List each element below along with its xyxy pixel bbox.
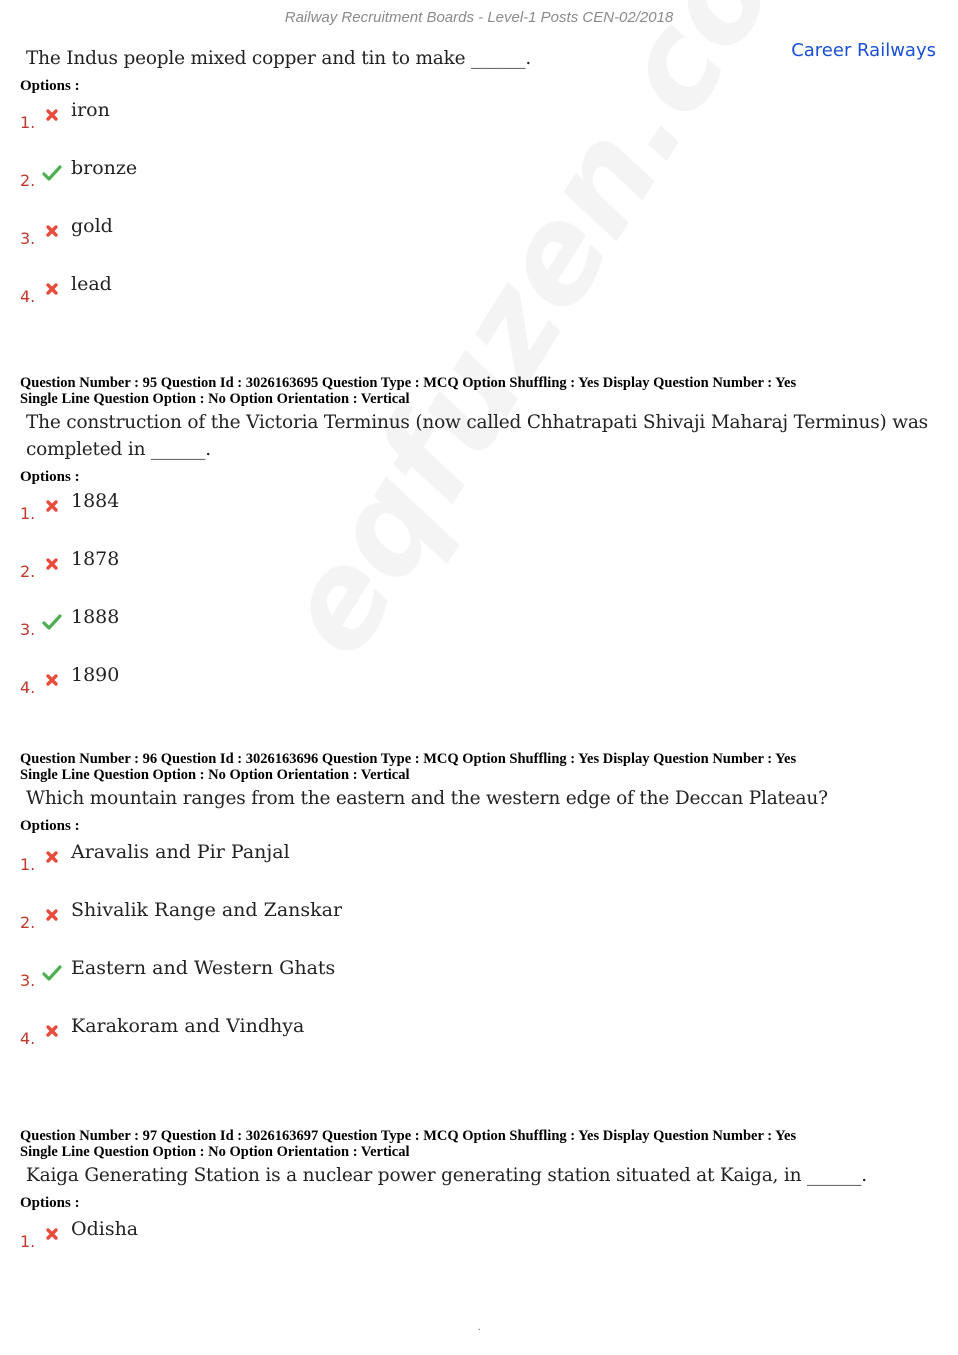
options-label: Options : (20, 1195, 80, 1211)
question-meta-line2: Single Line Question Option : No Option Orientation : Vertical (20, 391, 410, 407)
check-icon (42, 163, 62, 183)
check-icon (42, 963, 62, 983)
option-text: Aravalis and Pir Panjal (71, 841, 290, 863)
option-number: 4. (20, 678, 36, 697)
option-number: 2. (20, 913, 36, 932)
option-item (20, 1015, 940, 1077)
option-text: Eastern and Western Ghats (71, 957, 336, 979)
option-text: 1878 (71, 548, 120, 570)
options-label: Options : (20, 78, 80, 94)
page-footer: . (478, 1322, 481, 1333)
option-text: 1888 (71, 606, 120, 628)
question-text: Kaiga Generating Station is a nuclear power generating station situated at Kaiga, in ______. (26, 1165, 867, 1186)
cross-icon (42, 105, 62, 125)
cross-icon (42, 554, 62, 574)
option-text: Odisha (71, 1218, 139, 1240)
question-meta-line2: Single Line Question Option : No Option Orientation : Vertical (20, 767, 410, 783)
option-item (20, 548, 940, 610)
option-item (20, 490, 940, 552)
question-text: The construction of the Victoria Terminus (now called Chhatrapati Shivaji Maharaj Terminus) was completed in ______. (26, 412, 928, 460)
question-meta-line1: Question Number : 95 Question Id : 3026163695 Question Type : MCQ Option Shuffling : Yes Display Question Number : Yes (20, 375, 797, 391)
option-item (20, 957, 940, 1019)
options-label: Options : (20, 469, 80, 485)
option-item (20, 664, 940, 726)
option-item (20, 841, 940, 903)
option-text: 1890 (71, 664, 120, 686)
brand-label: Career Railways (791, 40, 936, 61)
option-item (20, 215, 940, 277)
cross-icon (42, 1224, 62, 1244)
option-text: Shivalik Range and Zanskar (71, 899, 343, 921)
check-icon (42, 612, 62, 632)
option-item (20, 273, 940, 335)
option-item (20, 606, 940, 668)
question-meta-line2: Single Line Question Option : No Option Orientation : Vertical (20, 1144, 410, 1160)
option-number: 3. (20, 971, 36, 990)
question-text: Which mountain ranges from the eastern and the western edge of the Deccan Plateau? (26, 788, 828, 809)
option-item (20, 99, 940, 161)
option-number: 2. (20, 562, 36, 581)
cross-icon (42, 905, 62, 925)
cross-icon (42, 670, 62, 690)
option-text: 1884 (71, 490, 120, 512)
option-number: 1. (20, 504, 36, 523)
cross-icon (42, 847, 62, 867)
cross-icon (42, 221, 62, 241)
option-item (20, 899, 940, 961)
option-number: 2. (20, 171, 36, 190)
option-item (20, 1218, 940, 1280)
option-number: 1. (20, 855, 36, 874)
option-number: 3. (20, 620, 36, 639)
cross-icon (42, 279, 62, 299)
option-text: bronze (71, 157, 138, 179)
cross-icon (42, 496, 62, 516)
option-text: iron (71, 99, 110, 121)
page-header: Railway Recruitment Boards - Level-1 Posts CEN-02/2018 (284, 9, 674, 26)
options-label: Options : (20, 818, 80, 834)
option-text: Karakoram and Vindhya (71, 1015, 305, 1037)
question-block (20, 45, 940, 335)
option-number: 1. (20, 1232, 36, 1251)
option-number: 4. (20, 287, 36, 306)
question-block (20, 751, 940, 1077)
question-text: The Indus people mixed copper and tin to make ______. (26, 48, 532, 69)
question-block (20, 375, 940, 726)
question-meta-line1: Question Number : 97 Question Id : 3026163697 Question Type : MCQ Option Shuffling : Yes Display Question Number : Yes (20, 1128, 797, 1144)
option-number: 1. (20, 113, 36, 132)
option-number: 3. (20, 229, 36, 248)
option-number: 4. (20, 1029, 36, 1048)
cross-icon (42, 1021, 62, 1041)
option-text: lead (71, 273, 112, 295)
option-item (20, 157, 940, 219)
option-text: gold (71, 215, 113, 237)
question-meta-line1: Question Number : 96 Question Id : 3026163696 Question Type : MCQ Option Shuffling : Yes Display Question Number : Yes (20, 751, 797, 767)
question-block (20, 1128, 940, 1280)
